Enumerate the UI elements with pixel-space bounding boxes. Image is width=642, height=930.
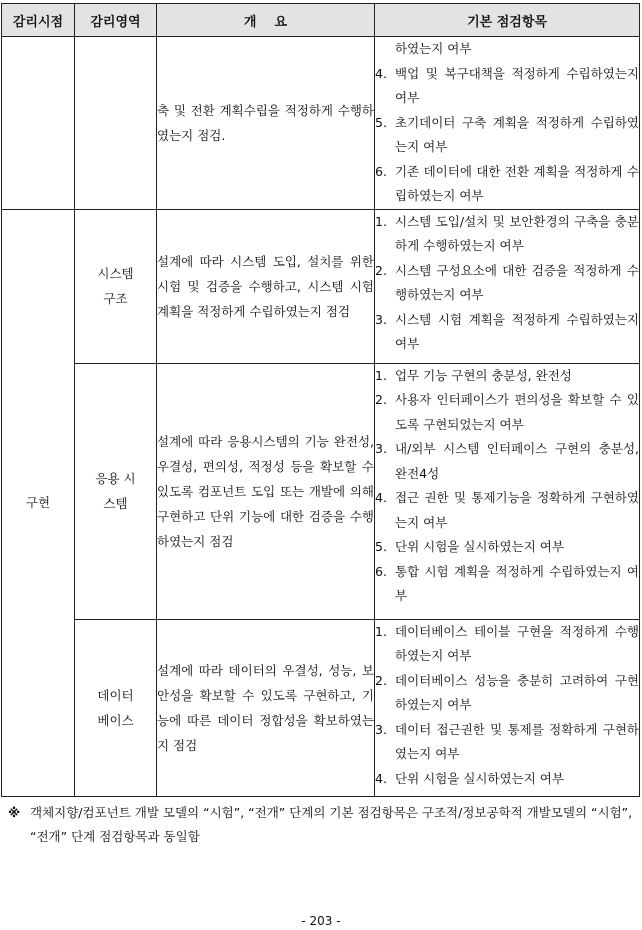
- table-row: [2, 619, 640, 796]
- list-item: 1. 데이터베이스 테이블 구현을 적정하게 수행하였는지 여부: [375, 623, 639, 663]
- list-item: 6. 통합 시험 계획을 적정하게 수립하였는지 여부: [375, 563, 639, 603]
- checklist-cell: [375, 209, 640, 363]
- footnote-text: 객체지향/컴포넌트 개발 모델의 “시험”, “전개” 단계의 기본 점검항목은 구조적/정보공학적 개발모델의 “시험”, “전개” 단계 점검항목과 동일함: [30, 805, 633, 844]
- area-cell-system-structure: 시스템 구조: [75, 209, 157, 363]
- header-overview: 개 요: [157, 4, 375, 37]
- overview-cell: 설계에 따라 시스템 도입, 설치를 위한 시험 및 검증을 수행하고, 시스템 시험계획을 적정하게 수립하였는지 점검: [157, 209, 375, 363]
- list-item: 5. 단위 시험을 실시하였는지 여부: [375, 539, 564, 554]
- table-row: [2, 209, 640, 363]
- overview-cell: 설계에 따라 응용시스템의 기능 완전성, 우결성, 편의성, 적정성 등을 확보할 수 있도록 컴포넌트 도입 또는 개발에 의해 구현하고 단위 기능에 대한 검증을 수행하였는지 점검: [157, 363, 375, 619]
- audit-checklist-table: [1, 3, 640, 797]
- reference-mark-icon: ※: [8, 805, 21, 820]
- list-item: 4. 단위 시험을 실시하였는지 여부: [375, 770, 564, 786]
- list-item: 4. 접근 권한 및 통제기능을 정확하게 구현하였는지 여부: [375, 490, 639, 530]
- list-item: 5. 초기데이터 구축 계획을 적정하게 수립하였는지 여부: [375, 114, 639, 154]
- header-audit-area: 감리영역: [75, 4, 157, 37]
- header-audit-timing: 감리시점: [2, 4, 75, 37]
- list-item: 2. 사용자 인터페이스가 편의성을 확보할 수 있도록 구현되었는지 여부: [375, 392, 639, 432]
- list-item: 3. 내/외부 시스템 인터페이스 구현의 충분성, 완전4성: [375, 441, 639, 481]
- footnote: [8, 801, 642, 849]
- timing-cell-empty: [2, 37, 75, 210]
- header-checklist: 기본 점검항목: [375, 4, 640, 37]
- area-cell-database: 데이터 베이스: [75, 619, 157, 796]
- area-cell-application-system: 응용 시스템: [75, 363, 157, 619]
- list-item: 3. 시스템 시험 계획을 적정하게 수립하였는지 여부: [375, 311, 639, 351]
- list-item: 1. 시스템 도입/설치 및 보안환경의 구축을 충분하게 수행하였는지 여부: [375, 213, 639, 253]
- header-row: [2, 4, 640, 37]
- list-item: 하였는지 여부: [395, 41, 472, 56]
- list-item: 2. 데이터베이스 성능을 충분히 고려하여 구현하였는지 여부: [375, 672, 639, 712]
- overview-cell: 설계에 따라 데이터의 우결성, 성능, 보안성을 확보할 수 있도록 구현하고, 기능에 따른 데이터 정합성을 확보하였는지 점검: [157, 619, 375, 796]
- page-number: - 203 -: [301, 914, 341, 928]
- checklist-cell: [375, 37, 640, 210]
- table-row: [2, 363, 640, 619]
- list-item: 3. 데이터 접근권한 및 통제를 정확하게 구현하였는지 여부: [375, 721, 639, 761]
- checklist-cell: [375, 363, 640, 619]
- list-item: 6. 기존 데이터에 대한 전환 계획을 적정하게 수립하였는지 여부: [375, 163, 639, 203]
- overview-cell: 축 및 전환 계획수립을 적정하게 수행하였는지 점검.: [157, 37, 375, 210]
- checklist-cell: [375, 619, 640, 796]
- table-row: [2, 37, 640, 210]
- area-cell-empty: [75, 37, 157, 210]
- list-item: 1. 업무 기능 구현의 충분성, 완전성: [375, 367, 572, 383]
- timing-cell-implementation: 구현: [2, 209, 75, 796]
- list-item: 2. 시스템 구성요소에 대한 검증을 적정하게 수행하였는지 여부: [375, 262, 639, 302]
- list-item: 4. 백업 및 복구대책을 적정하게 수립하였는지 여부: [375, 65, 639, 105]
